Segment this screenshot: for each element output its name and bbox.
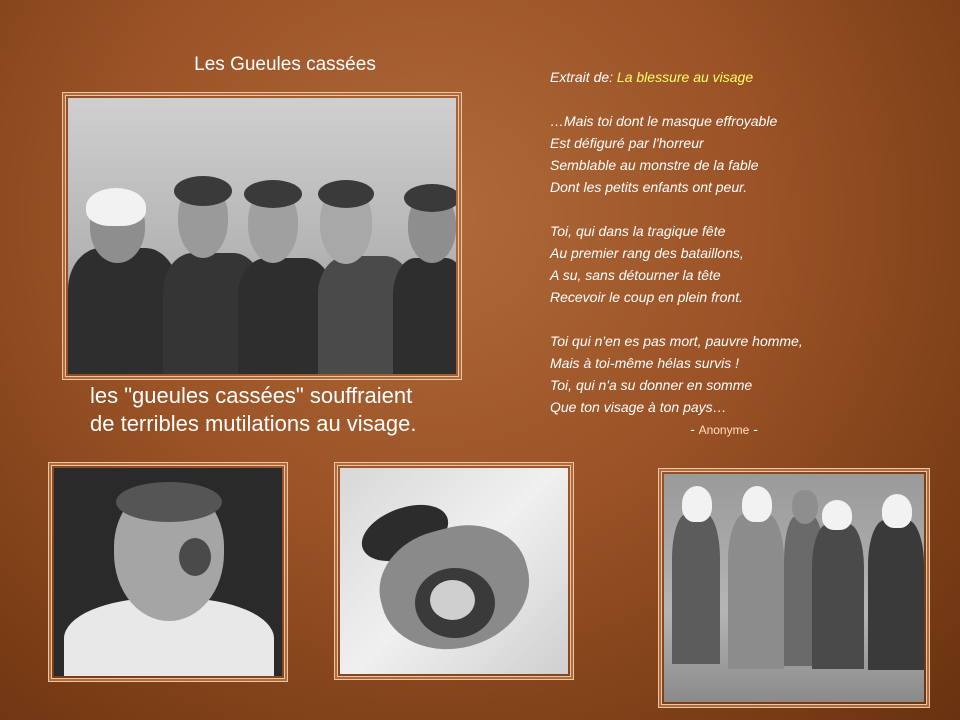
group-portrait-photo <box>68 98 456 374</box>
wound-photo-frame <box>334 462 574 680</box>
slide-title: Les Gueules cassées <box>194 54 376 75</box>
poem-line: …Mais toi dont le masque effroyable <box>550 113 778 129</box>
poem-line: Mais à toi-même hélas survis ! <box>550 355 740 371</box>
portrait-photo-frame <box>48 462 288 682</box>
wounded-man-portrait-photo <box>54 468 282 676</box>
poem-stanza-3 <box>550 330 930 418</box>
facial-wound-photo <box>340 468 568 674</box>
poem-stanza-1 <box>550 110 930 198</box>
poem-line: Semblable au monstre de la fable <box>550 157 759 173</box>
poem-stanza-2 <box>550 220 930 308</box>
poem-attribution: - Anonyme - <box>690 421 758 437</box>
poem-line: Dont les petits enfants ont peur. <box>550 179 748 195</box>
bandaged-soldiers-photo <box>664 474 924 702</box>
poem-line: Toi, qui dans la tragique fête <box>550 223 726 239</box>
group-wounded-photo-frame <box>658 468 930 708</box>
caption-line-2: de terribles mutilations au visage. <box>90 411 417 436</box>
poem-block <box>550 66 930 441</box>
poem-line: Toi qui n'en es pas mort, pauvre homme, <box>550 333 803 349</box>
poem-extract-heading <box>550 66 930 88</box>
poem-line: A su, sans détourner la tête <box>550 267 721 283</box>
group-photo-frame <box>62 92 462 380</box>
poem-title: La blessure au visage <box>616 69 754 85</box>
author-name: Anonyme <box>698 423 750 437</box>
caption-line-1: les "gueules cassées" souffraient <box>90 383 413 408</box>
poem-line: Est défiguré par l'horreur <box>550 135 704 151</box>
poem-line: Que ton visage à ton pays… <box>550 399 727 415</box>
poem-line: Recevoir le coup en plein front. <box>550 289 743 305</box>
extract-label: Extrait de: <box>550 69 617 85</box>
photo-caption <box>90 382 510 438</box>
poem-line: Toi, qui n'a su donner en somme <box>550 377 753 393</box>
poem-line: Au premier rang des bataillons, <box>550 245 744 261</box>
